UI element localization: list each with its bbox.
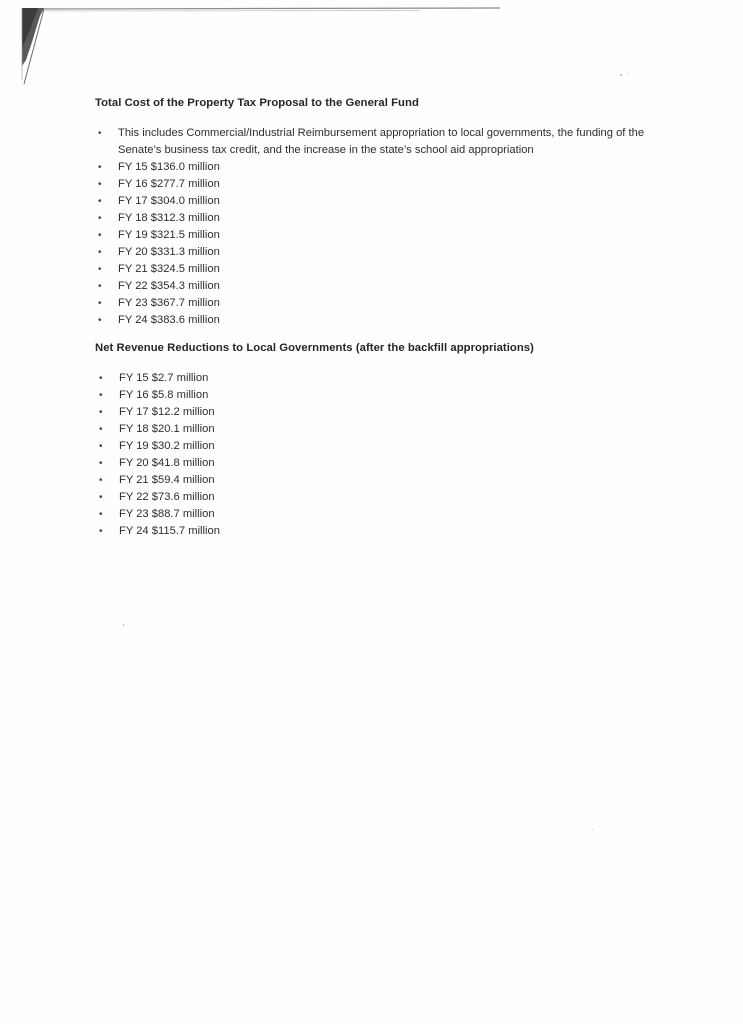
list-item-text: FY 21 $324.5 million — [118, 263, 220, 275]
list-item-text: FY 22 $354.3 million — [118, 280, 220, 292]
bullet-icon: • — [99, 390, 103, 401]
general-fund-cost-list — [98, 125, 658, 329]
list-item-text: FY 15 $136.0 million — [118, 161, 220, 173]
scan-speck — [620, 74, 622, 76]
bullet-icon: • — [99, 526, 103, 537]
list-item-text: FY 21 $59.4 million — [119, 474, 215, 486]
bullet-icon: • — [99, 407, 103, 418]
section-heading-general-fund: Total Cost of the Property Tax Proposal to the General Fund — [95, 97, 419, 109]
list-item-text: FY 24 $115.7 million — [119, 525, 220, 537]
bullet-icon: • — [99, 509, 103, 520]
list-item — [99, 523, 220, 540]
bullet-icon: • — [98, 179, 102, 190]
bullet-icon: • — [99, 458, 103, 469]
list-item — [99, 506, 220, 523]
bullet-icon: • — [99, 492, 103, 503]
list-item — [98, 125, 658, 159]
list-item — [99, 438, 220, 455]
bullet-icon: • — [99, 441, 103, 452]
list-item — [98, 176, 658, 193]
list-item-text: This includes Commercial/Industrial Reimbursement appropriation to local governments, the funding of the Senate’s business tax credit, and the increase in the state’s school aid appropriation — [118, 127, 645, 156]
list-item — [99, 489, 220, 506]
list-item — [98, 227, 658, 244]
list-item — [98, 295, 658, 312]
list-item — [99, 421, 220, 438]
bullet-icon: • — [98, 247, 102, 258]
list-item — [98, 244, 658, 261]
bullet-icon: • — [98, 128, 102, 139]
list-item-text: FY 20 $331.3 million — [118, 246, 220, 258]
local-revenue-reduction-list — [99, 370, 220, 540]
list-item-text: FY 16 $5.8 million — [119, 389, 209, 401]
list-item-text: FY 18 $20.1 million — [119, 423, 215, 435]
list-item-text: FY 23 $367.7 million — [118, 297, 220, 309]
list-item-text: FY 23 $88.7 million — [119, 508, 215, 520]
bullet-icon: • — [98, 264, 102, 275]
list-item — [98, 210, 658, 227]
scan-corner-shadow — [0, 0, 520, 100]
list-item — [99, 455, 220, 472]
list-item-text: FY 18 $312.3 million — [118, 212, 220, 224]
list-item — [98, 193, 658, 210]
list-item — [99, 404, 220, 421]
list-item — [98, 159, 658, 176]
list-item — [99, 472, 220, 489]
list-item — [98, 312, 658, 329]
list-item-text: FY 24 $383.6 million — [118, 314, 220, 326]
list-item-text: FY 20 $41.8 million — [119, 457, 215, 469]
list-item — [98, 278, 658, 295]
list-item-text: FY 17 $12.2 million — [119, 406, 215, 418]
bullet-icon: • — [99, 373, 103, 384]
section-heading-local-governments: Net Revenue Reductions to Local Governments (after the backfill appropriations) — [95, 342, 534, 354]
list-item-text: FY 17 $304.0 million — [118, 195, 220, 207]
list-item — [99, 387, 220, 404]
list-item-text: FY 19 $30.2 million — [119, 440, 215, 452]
bullet-icon: • — [99, 475, 103, 486]
list-item-text: FY 15 $2.7 million — [119, 372, 209, 384]
bullet-icon: • — [98, 213, 102, 224]
bullet-icon: • — [98, 162, 102, 173]
bullet-icon: • — [98, 281, 102, 292]
list-item-text: FY 19 $321.5 million — [118, 229, 220, 241]
bullet-icon: • — [99, 424, 103, 435]
bullet-icon: • — [98, 230, 102, 241]
scan-speck — [123, 624, 124, 626]
list-item — [99, 370, 220, 387]
scan-speck — [592, 829, 593, 830]
scan-speck — [627, 73, 628, 74]
bullet-icon: • — [98, 315, 102, 326]
list-item — [98, 261, 658, 278]
bullet-icon: • — [98, 196, 102, 207]
list-item-text: FY 22 $73.6 million — [119, 491, 215, 503]
list-item-text: FY 16 $277.7 million — [118, 178, 220, 190]
bullet-icon: • — [98, 298, 102, 309]
